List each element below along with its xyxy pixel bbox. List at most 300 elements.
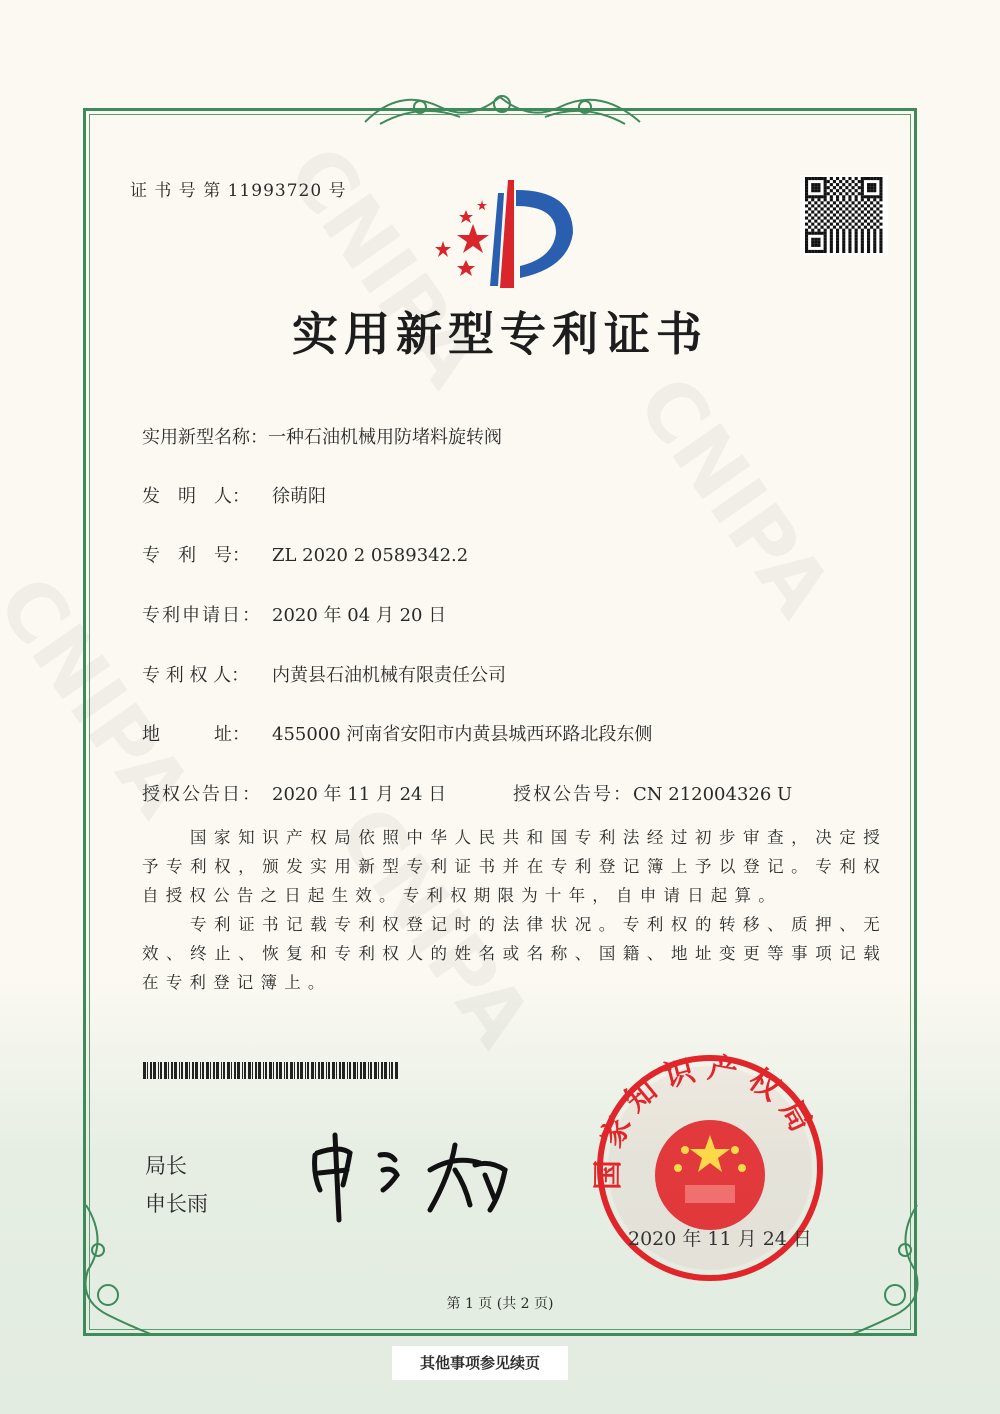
qr-module xyxy=(848,223,851,226)
qr-module xyxy=(879,235,882,238)
barcode-bar xyxy=(237,1062,240,1079)
qr-module xyxy=(855,216,858,219)
qr-module xyxy=(811,241,814,244)
qr-module xyxy=(848,247,851,250)
qr-module xyxy=(827,226,830,229)
field-address xyxy=(142,720,652,746)
qr-module xyxy=(848,195,851,198)
qr-module xyxy=(858,220,861,223)
qr-module xyxy=(811,198,814,201)
qr-module xyxy=(879,238,882,241)
qr-module xyxy=(867,195,870,198)
qr-module xyxy=(830,232,833,235)
barcode-bar xyxy=(290,1062,293,1079)
barcode-bar xyxy=(221,1062,222,1079)
qr-module xyxy=(814,220,817,223)
qr-module xyxy=(861,192,864,195)
qr-module xyxy=(824,177,827,180)
qr-module xyxy=(824,186,827,189)
qr-module xyxy=(861,210,864,213)
qr-module xyxy=(830,244,833,247)
qr-module xyxy=(873,177,876,180)
barcode-bar xyxy=(171,1062,173,1079)
qr-module xyxy=(848,241,851,244)
barcode-bar xyxy=(311,1062,314,1079)
top-ornament xyxy=(360,82,645,132)
qr-module xyxy=(817,216,820,219)
qr-module xyxy=(861,232,864,235)
qr-module xyxy=(821,220,824,223)
qr-module xyxy=(867,247,870,250)
qr-module xyxy=(839,207,842,210)
qr-module xyxy=(824,180,827,183)
qr-module xyxy=(855,183,858,186)
barcode-bar xyxy=(389,1062,390,1079)
qr-module xyxy=(833,186,836,189)
qr-module xyxy=(811,210,814,213)
qr-module xyxy=(811,238,814,241)
qr-module xyxy=(879,180,882,183)
qr-module xyxy=(836,183,839,186)
qr-module xyxy=(830,195,833,198)
barcode-bar xyxy=(318,1062,320,1079)
qr-module xyxy=(833,180,836,183)
qr-module xyxy=(879,198,882,201)
qr-module xyxy=(852,226,855,229)
qr-module xyxy=(830,216,833,219)
qr-module xyxy=(867,204,870,207)
qr-module xyxy=(848,198,851,201)
qr-module xyxy=(864,226,867,229)
qr-module xyxy=(842,183,845,186)
qr-module xyxy=(870,213,873,216)
barcode-bar xyxy=(227,1062,230,1079)
barcode-bar xyxy=(391,1062,393,1079)
qr-module xyxy=(814,195,817,198)
qr-module xyxy=(870,207,873,210)
qr-module xyxy=(879,223,882,226)
qr-module xyxy=(861,235,864,238)
qr-module xyxy=(873,250,876,253)
qr-module xyxy=(836,198,839,201)
qr-module xyxy=(805,241,808,244)
qr-module xyxy=(805,189,808,192)
qr-module xyxy=(852,207,855,210)
barcode-bar xyxy=(192,1062,194,1079)
qr-module xyxy=(811,204,814,207)
qr-module xyxy=(879,210,882,213)
seal-text: 国家知识产权局 xyxy=(590,1050,824,1191)
barcode-bar xyxy=(265,1062,267,1079)
seal-date: 2020 年 11 月 24 日 xyxy=(628,1228,812,1250)
qr-module xyxy=(842,250,845,253)
barcode-bar xyxy=(216,1062,219,1079)
barcode-bar xyxy=(378,1062,379,1079)
qr-module xyxy=(845,186,848,189)
barcode-bar xyxy=(202,1062,204,1079)
qr-module xyxy=(839,180,842,183)
qr-module xyxy=(867,241,870,244)
qr-module xyxy=(821,201,824,204)
barcode-bar xyxy=(294,1062,295,1079)
qr-module xyxy=(867,232,870,235)
qr-module xyxy=(811,183,814,186)
qr-module xyxy=(867,198,870,201)
qr-module xyxy=(858,186,861,189)
qr-module xyxy=(855,229,858,232)
qr-module xyxy=(824,189,827,192)
barcode-bar xyxy=(179,1062,180,1079)
qr-module xyxy=(805,177,808,180)
qr-module xyxy=(842,244,845,247)
qr-module xyxy=(861,183,864,186)
qr-module xyxy=(861,238,864,241)
barcode-bar xyxy=(326,1062,327,1079)
field-label: 专利申请日： xyxy=(142,605,262,626)
qr-module xyxy=(833,226,836,229)
barcode-bar xyxy=(248,1062,251,1079)
qr-module xyxy=(858,180,861,183)
qr-module xyxy=(814,189,817,192)
qr-module xyxy=(852,180,855,183)
qr-module xyxy=(873,210,876,213)
qr-module xyxy=(879,189,882,192)
qr-module xyxy=(873,198,876,201)
qr-module xyxy=(876,207,879,210)
qr-module xyxy=(845,192,848,195)
field-utility-model-name xyxy=(142,423,502,449)
barcode-bar xyxy=(297,1062,299,1079)
barcode-bar xyxy=(263,1062,264,1079)
barcode-bar xyxy=(276,1062,278,1079)
barcode-bar xyxy=(273,1062,274,1079)
qr-module xyxy=(873,186,876,189)
qr-module xyxy=(808,207,811,210)
cnipa-logo xyxy=(428,178,578,290)
qr-module xyxy=(811,189,814,192)
qr-module xyxy=(855,244,858,247)
qr-module xyxy=(867,235,870,238)
qr-module xyxy=(873,195,876,198)
qr-module xyxy=(876,213,879,216)
director-title: 局长 xyxy=(145,1154,187,1178)
field-label: 实用新型名称： xyxy=(142,427,268,448)
qr-module xyxy=(821,232,824,235)
qr-module xyxy=(842,229,845,232)
qr-module xyxy=(879,177,882,180)
barcode-bar xyxy=(300,1062,303,1079)
qr-module xyxy=(858,207,861,210)
qr-module xyxy=(861,177,864,180)
barcode-bar xyxy=(242,1062,243,1079)
field-value: 2020 年 04 月 20 日 xyxy=(272,605,447,626)
qr-module xyxy=(852,192,855,195)
qr-module xyxy=(867,244,870,247)
qr-module xyxy=(879,204,882,207)
barcode-bar xyxy=(231,1062,232,1079)
barcode-bar xyxy=(143,1062,146,1079)
qr-module xyxy=(861,186,864,189)
qr-module xyxy=(805,247,808,250)
qr-module xyxy=(873,247,876,250)
qr-module xyxy=(805,192,808,195)
barcode-bar xyxy=(200,1062,201,1079)
qr-module xyxy=(861,198,864,201)
qr-module xyxy=(848,235,851,238)
qr-module xyxy=(836,204,839,207)
barcode-bar xyxy=(185,1062,188,1079)
qr-module xyxy=(842,241,845,244)
qr-module xyxy=(845,226,848,229)
qr-module xyxy=(824,250,827,253)
qr-module xyxy=(858,201,861,204)
qr-module xyxy=(824,204,827,207)
barcode-bar xyxy=(342,1062,345,1079)
qr-module xyxy=(808,213,811,216)
qr-module xyxy=(864,201,867,204)
qr-module xyxy=(814,250,817,253)
qr-module xyxy=(805,210,808,213)
barcode-bar xyxy=(353,1062,356,1079)
qr-module xyxy=(817,232,820,235)
qr-module xyxy=(855,195,858,198)
qr-module xyxy=(855,247,858,250)
qr-module xyxy=(824,238,827,241)
qr-module xyxy=(839,192,842,195)
qr-module xyxy=(864,220,867,223)
qr-module xyxy=(805,216,808,219)
field-value: ZL 2020 2 0589342.2 xyxy=(272,545,469,566)
qr-module xyxy=(845,180,848,183)
qr-module xyxy=(870,220,873,223)
qr-module xyxy=(811,232,814,235)
qr-module xyxy=(817,250,820,253)
qr-module xyxy=(867,229,870,232)
barcode-bar xyxy=(363,1062,366,1079)
qr-module xyxy=(842,198,845,201)
qr-module xyxy=(855,210,858,213)
qr-module xyxy=(855,238,858,241)
qr-module xyxy=(811,244,814,247)
qr-module xyxy=(839,226,842,229)
qr-module xyxy=(861,244,864,247)
qr-module xyxy=(824,235,827,238)
qr-module xyxy=(864,213,867,216)
qr-module xyxy=(824,241,827,244)
qr-module xyxy=(848,232,851,235)
qr-module xyxy=(879,216,882,219)
qr-module xyxy=(864,207,867,210)
qr-module xyxy=(861,216,864,219)
qr-module xyxy=(830,189,833,192)
qr-module xyxy=(845,220,848,223)
qr-module xyxy=(861,223,864,226)
qr-module xyxy=(814,183,817,186)
qr-module xyxy=(821,195,824,198)
qr-module xyxy=(817,195,820,198)
qr-module xyxy=(879,195,882,198)
qr-module xyxy=(836,244,839,247)
qr-module xyxy=(824,198,827,201)
qr-module xyxy=(811,186,814,189)
barcode-bar xyxy=(174,1062,177,1079)
qr-module xyxy=(833,192,836,195)
qr-module xyxy=(821,207,824,210)
barcode-bar xyxy=(321,1062,324,1079)
qr-module xyxy=(879,250,882,253)
statement-paragraph: 国家知识产权局依照中华人民共和国专利法经过初步审查，决定授予专利权，颁发实用新型专利证书并在专利登记簿上予以登记。专利权自授权公告之日起生效。专利权期限为十年，自申请日起算。 xyxy=(142,828,887,905)
barcode-bar xyxy=(349,1062,351,1079)
qr-module xyxy=(861,241,864,244)
qr-module xyxy=(842,216,845,219)
qr-module xyxy=(817,204,820,207)
barcode-bar xyxy=(305,1062,306,1079)
qr-module xyxy=(830,204,833,207)
qr-module xyxy=(808,250,811,253)
qr-module xyxy=(873,238,876,241)
qr-module xyxy=(830,250,833,253)
qr-module xyxy=(824,229,827,232)
qr-module xyxy=(836,223,839,226)
qr-module xyxy=(842,223,845,226)
qr-module xyxy=(814,232,817,235)
qr-module xyxy=(836,235,839,238)
barcode-bar xyxy=(150,1062,152,1079)
qr-module xyxy=(830,210,833,213)
qr-module xyxy=(824,244,827,247)
qr-module xyxy=(836,238,839,241)
statement-paragraph: 专利证书记载专利权登记时的法律状况。专利权的转移、质押、无效、终止、恢复和专利权人的姓名或名称、国籍、地址变更等事项记载在专利登记簿上。 xyxy=(142,915,887,992)
qr-module xyxy=(814,213,817,216)
qr-module xyxy=(861,195,864,198)
qr-module xyxy=(805,250,808,253)
qr-module xyxy=(852,220,855,223)
qr-module xyxy=(867,238,870,241)
barcode-bar xyxy=(153,1062,156,1079)
qr-module xyxy=(870,189,873,192)
qr-module xyxy=(842,204,845,207)
qr-module xyxy=(830,238,833,241)
continuation-note: 其他事项参见续页 xyxy=(392,1346,568,1380)
qr-module xyxy=(827,220,830,223)
qr-module xyxy=(805,235,808,238)
qr-module xyxy=(864,195,867,198)
qr-module xyxy=(821,250,824,253)
field-value: 455000 河南省安阳市内黄县城西环路北段东侧 xyxy=(272,724,653,745)
barcode-bar xyxy=(252,1062,253,1079)
qr-code xyxy=(800,175,888,255)
qr-module xyxy=(879,229,882,232)
page-title: 实用新型专利证书 xyxy=(292,307,708,361)
field-value: 2020 年 11 月 24 日 xyxy=(272,784,447,805)
qr-module xyxy=(842,235,845,238)
barcode-bar xyxy=(164,1062,167,1079)
qr-module xyxy=(836,210,839,213)
qr-module xyxy=(821,213,824,216)
qr-module xyxy=(852,213,855,216)
qr-module xyxy=(879,247,882,250)
barcode-bar xyxy=(395,1062,398,1079)
qr-module xyxy=(861,250,864,253)
qr-module xyxy=(811,229,814,232)
qr-module xyxy=(876,177,879,180)
qr-module xyxy=(867,216,870,219)
qr-module xyxy=(845,201,848,204)
qr-module xyxy=(858,213,861,216)
qr-module xyxy=(821,226,824,229)
qr-module xyxy=(855,177,858,180)
qr-module xyxy=(842,238,845,241)
qr-module xyxy=(873,244,876,247)
qr-module xyxy=(848,216,851,219)
qr-module xyxy=(842,195,845,198)
qr-module xyxy=(852,186,855,189)
qr-module xyxy=(805,183,808,186)
qr-module xyxy=(855,204,858,207)
qr-module xyxy=(830,177,833,180)
barcode-bar xyxy=(384,1062,387,1079)
barcode-bar xyxy=(210,1062,211,1079)
qr-module xyxy=(805,232,808,235)
qr-module xyxy=(848,204,851,207)
qr-module xyxy=(836,195,839,198)
qr-module xyxy=(824,192,827,195)
qr-module xyxy=(873,229,876,232)
qr-module xyxy=(836,229,839,232)
field-value: CN 212004326 U xyxy=(633,784,793,805)
qr-module xyxy=(824,223,827,226)
barcode-bar xyxy=(286,1062,288,1079)
qr-module xyxy=(824,216,827,219)
qr-module xyxy=(873,235,876,238)
barcode-bar xyxy=(213,1062,215,1079)
qr-module xyxy=(836,177,839,180)
field-patentee xyxy=(142,661,506,687)
barcode-bar xyxy=(370,1062,372,1079)
qr-module xyxy=(879,192,882,195)
qr-module xyxy=(855,241,858,244)
qr-module xyxy=(873,232,876,235)
qr-module xyxy=(842,177,845,180)
qr-module xyxy=(833,201,836,204)
field-label: 地 址： xyxy=(142,724,250,745)
qr-module xyxy=(805,238,808,241)
qr-module xyxy=(870,201,873,204)
qr-module xyxy=(839,213,842,216)
qr-module xyxy=(848,210,851,213)
official-seal xyxy=(590,1050,830,1290)
barcode-bar xyxy=(284,1062,285,1079)
qr-module xyxy=(811,250,814,253)
qr-module xyxy=(848,238,851,241)
qr-module xyxy=(808,232,811,235)
qr-module xyxy=(833,220,836,223)
qr-module xyxy=(867,223,870,226)
qr-module xyxy=(867,183,870,186)
qr-module xyxy=(814,177,817,180)
field-value: 徐萌阳 xyxy=(272,486,326,507)
barcode-bar xyxy=(307,1062,309,1079)
barcode xyxy=(143,1062,398,1079)
qr-module xyxy=(824,183,827,186)
qr-module xyxy=(805,195,808,198)
qr-module xyxy=(848,183,851,186)
qr-module xyxy=(827,201,830,204)
barcode-bar xyxy=(181,1062,183,1079)
qr-module xyxy=(811,195,814,198)
qr-module xyxy=(817,186,820,189)
barcode-bar xyxy=(328,1062,330,1079)
